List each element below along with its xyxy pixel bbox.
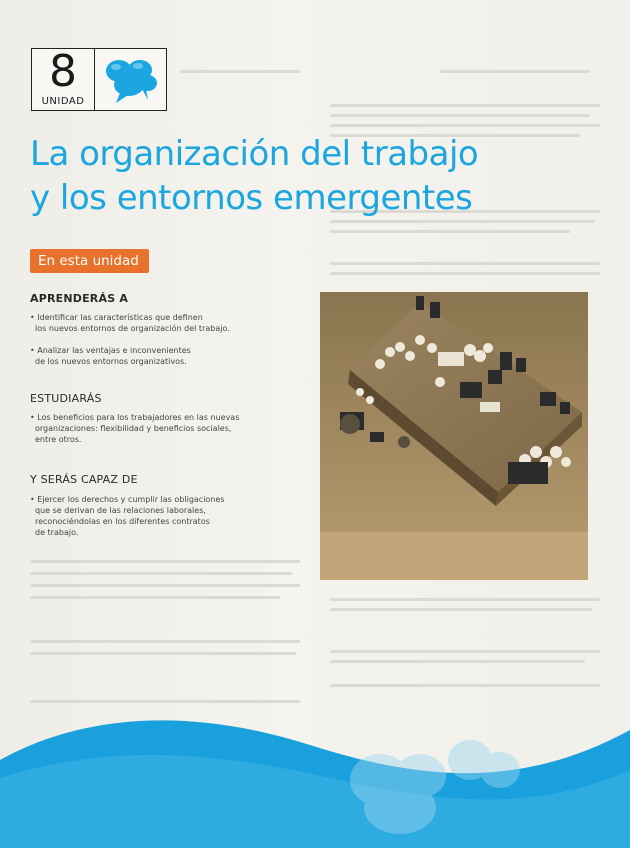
cloud-blob-icon bbox=[102, 53, 162, 107]
bullet-aprenderas-2: • Analizar las ventajas e inconvenientes de los nuevos entornos organizativos. bbox=[30, 346, 191, 366]
bullet-estudiaras-1: • Los beneficios para los trabajadores en las nuevas organizaciones: flexibilidad y beneficios sociales, entre otros. bbox=[30, 413, 240, 444]
bottom-wave-decoration bbox=[0, 700, 630, 848]
bullet-aprenderas-1: • Identificar las características que definen los nuevos entornos de organización del trabajo. bbox=[30, 313, 230, 333]
page-title bbox=[30, 132, 590, 220]
unit-header bbox=[31, 48, 167, 111]
title-line-2: y los entornos emergentes bbox=[30, 178, 473, 218]
section-tag: En esta unidad bbox=[30, 249, 149, 273]
heading-seras-capaz: Y SERÁS CAPAZ DE bbox=[30, 473, 138, 486]
unit-label: UNIDAD bbox=[41, 96, 85, 107]
unit-number: 8 bbox=[49, 46, 77, 97]
bullet-seras-capaz-1: • Ejercer los derechos y cumplir las obligaciones que se derivan de las relaciones laborales, reconociéndolas en los diferentes contratos de trabajo. bbox=[30, 495, 225, 537]
title-line-1: La organización del trabajo bbox=[30, 134, 479, 174]
miniature-office-scene-image bbox=[320, 292, 588, 580]
heading-aprenderas: APRENDERÁS A bbox=[30, 292, 129, 305]
heading-estudiaras: ESTUDIARÁS bbox=[30, 392, 102, 405]
unit-number-cell bbox=[32, 46, 95, 110]
